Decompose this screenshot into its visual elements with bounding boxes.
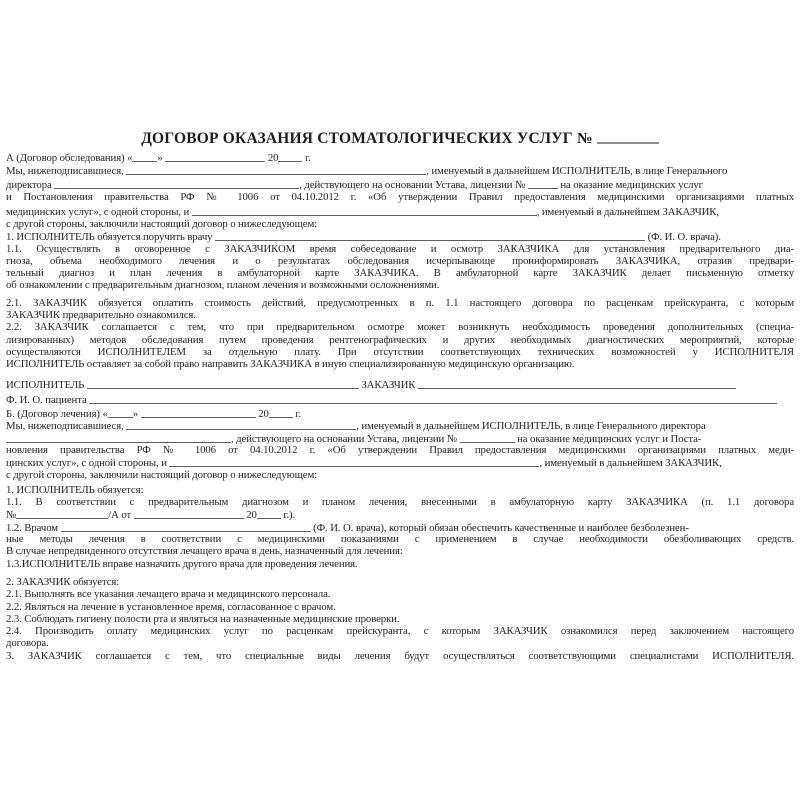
doc-text: ные методы лечения в соответствии с медицинскими показаниями с применением в случае необходимости обезболивающих средств.: [6, 533, 794, 546]
doc-text: 1.2. Врачом: [6, 521, 61, 534]
doc-line-11: [6, 279, 794, 291]
doc-text: 2.4. Производить оплату медицинских услуг по расценкам прейскуранта, с которым ЗАКАЗЧИК ознакомился перед заключением настоящего: [6, 625, 794, 638]
doc-text: , именуемый в дальнейшем ИСПОЛНИТЕЛЬ, в лице Генерального: [426, 165, 728, 178]
doc-text: лизированных) методов обследования путем проведения рентгенографических и других необходимых диагностических мероприятий, которые: [6, 333, 794, 346]
doc-text: 1. ИСПОЛНИТЕЛЬ обязуется:: [6, 483, 144, 496]
doc-text: ЗАКАЗЧИК предварительно ознакомился.: [6, 309, 196, 322]
blank-fill-field: [528, 178, 558, 189]
doc-line-3: [6, 178, 794, 191]
doc-line-16: [6, 346, 794, 358]
doc-text: »: [157, 152, 166, 164]
doc-text: осуществляются ИСПОЛНИТЕЛЕМ за отдельную плату. При отсутствии соответствующих технических возможностей у ИСПОЛНИТЕЛЯ: [6, 345, 794, 358]
doc-line-26: [6, 484, 794, 496]
doc-text: (Ф. И. О. врача), который обязан обеспечить качественные и наиболее безболезнен-: [310, 521, 689, 534]
doc-text: 1.3.ИСПОЛНИТЕЛЬ вправе назначить другого врача для проведения лечения.: [6, 557, 358, 570]
doc-line-22: [6, 432, 794, 444]
blank-fill-field: [126, 419, 356, 430]
blank-fill-field: [169, 456, 539, 467]
doc-text: цинских услуг», с одной стороны, и: [6, 457, 170, 469]
doc-line-28: [6, 508, 794, 520]
doc-text: 20: [265, 152, 279, 164]
doc-text: В случае непредвиденного отсутствия лечащего врача в день, назначенный для лечения:: [6, 545, 403, 558]
blank-fill-field: [192, 205, 537, 216]
doc-line-30: [6, 533, 794, 545]
doc-text: Мы, нижеподписавшиеся,: [6, 165, 127, 178]
doc-text: 2.2. Являться на лечение в установленное время, согласованное с врачом.: [6, 600, 336, 613]
doc-line-14: [6, 321, 794, 333]
doc-text: медицинских услуг», с одной стороны, и: [6, 205, 192, 218]
blank-fill-field: [16, 508, 108, 519]
document-body: [6, 130, 794, 662]
doc-line-23: [6, 444, 794, 456]
doc-line-13: [6, 309, 794, 321]
doc-text: /А от: [108, 509, 134, 521]
doc-line-34: [6, 588, 794, 600]
doc-text: »: [132, 408, 141, 420]
blank-fill-field: [6, 432, 231, 443]
doc-line-32: [6, 558, 794, 570]
blank-fill-field: [141, 407, 256, 418]
document-title: [6, 130, 794, 147]
blank-fill-field: [61, 521, 311, 532]
doc-text: Мы, нижеподписавшиеся,: [6, 420, 127, 432]
doc-text: А (Договор обследования) «: [6, 152, 133, 164]
doc-text: директора: [6, 178, 55, 191]
doc-text: 20: [255, 408, 269, 420]
blank-fill-field: [54, 178, 299, 189]
doc-text: ЗАКАЗЧИК: [358, 378, 418, 390]
doc-text: , действующего на основании Устава, лицензии №: [299, 178, 528, 191]
doc-text: 2.3. Соблюдать гигиену полости рта и являться на назначенные медицинские проверки.: [6, 612, 400, 625]
doc-line-24: [6, 456, 794, 468]
doc-text: с другой стороны, заключили настоящий договор о нижеследующем:: [6, 468, 318, 481]
doc-text: №: [6, 509, 17, 521]
doc-text: гноза, объема необходимого лечения и о результатах обследования исчерпывающе проинформировать ЗАКАЗЧИКА, отразив предвари-: [6, 254, 794, 267]
doc-text: 2.2. ЗАКАЗЧИК соглашается с тем, что при предварительном осмотре может возникнуть необходимость проведения дополнительных (специа-: [6, 321, 794, 334]
doc-text: , именуемый в дальнейшем ЗАКАЗЧИК,: [536, 205, 719, 218]
doc-text: 1.1. Осуществлять в оговоренное с ЗАКАЗЧИКОМ время собеседование и осмотр ЗАКАЗЧИКА для установления предварительного диа-: [6, 242, 794, 255]
blank-fill-field: [126, 164, 426, 175]
doc-text: с другой стороны, заключили настоящий договор о нижеследующем:: [6, 217, 318, 230]
doc-text: на оказание медицинских услуг и Поста-: [514, 432, 702, 444]
blank-fill-field: [269, 407, 293, 418]
doc-line-1: [6, 151, 794, 164]
blank-fill-field: [165, 151, 265, 162]
doc-text: 3. ЗАКАЗЧИК соглашается с тем, что специальные виды лечения будут осуществляться соответствующими специалистами ИСПОЛНИТЕЛЯ.: [6, 649, 794, 662]
title-number-blank: [597, 130, 659, 144]
doc-line-6: [6, 218, 794, 230]
doc-line-38: [6, 637, 794, 649]
doc-line-19: [6, 393, 794, 405]
doc-line-33: [6, 576, 794, 588]
doc-line-12: [6, 297, 794, 309]
doc-line-5: [6, 205, 794, 218]
doc-text: Ф. И. О. пациента: [6, 393, 90, 406]
doc-text: Б. (Договор лечения) «: [6, 408, 108, 420]
doc-line-10: [6, 267, 794, 279]
doc-text: , именуемый в дальнейшем ИСПОЛНИТЕЛЬ, в лице Генерального директора: [356, 420, 706, 432]
doc-text: и Постановления правительства РФ № 1006 от 04.10.2012 г. «Об утверждении Правил предоставления медицинскими организациями платных: [6, 191, 794, 204]
doc-text: г.: [292, 408, 301, 420]
doc-text: , действующего на основании Устава, лицензии №: [231, 432, 460, 444]
doc-line-18: [6, 378, 794, 390]
doc-text: об ознакомлении с предварительным диагнозом, планом лечения и возможными осложнениями.: [6, 279, 440, 292]
blank-fill-field: [257, 508, 281, 519]
doc-text: , именуемый в дальнейшем ЗАКАЗЧИК,: [539, 457, 722, 469]
blank-fill-field: [108, 407, 133, 418]
document-lines: [6, 151, 794, 662]
doc-line-25: [6, 469, 794, 481]
document-title-text: ДОГОВОР ОКАЗАНИЯ СТОМАТОЛОГИЧЕСКИХ УСЛУГ №: [141, 130, 593, 147]
blank-fill-field: [87, 378, 359, 389]
doc-line-39: [6, 650, 794, 662]
doc-line-7: [6, 230, 794, 242]
doc-line-9: [6, 255, 794, 267]
doc-line-27: [6, 496, 794, 508]
blank-fill-field: [89, 393, 777, 404]
doc-text: 1. ИСПОЛНИТЕЛЬ обязуется поручить врачу: [6, 231, 215, 243]
doc-text: 1.1. В соответствии с предварительным диагнозом и планом лечения, внесенными в амбулаторную карту ЗАКАЗЧИКА (п. 1.1 договора: [6, 496, 794, 509]
doc-text: 20: [243, 509, 257, 521]
doc-line-17: [6, 358, 794, 370]
doc-text: 2. ЗАКАЗЧИК обязуется:: [6, 575, 120, 588]
doc-line-2: [6, 164, 794, 177]
doc-line-35: [6, 601, 794, 613]
doc-text: ИСПОЛНИТЕЛЬ оставляет за собой право направить ЗАКАЗЧИКА в иную специализированную медицинскую организацию.: [6, 358, 575, 371]
doc-line-15: [6, 334, 794, 346]
blank-fill-field: [134, 508, 244, 519]
doc-text: ИСПОЛНИТЕЛЬ: [6, 378, 87, 390]
doc-line-8: [6, 243, 794, 255]
doc-line-20: [6, 407, 794, 419]
doc-text: (Ф. И. О. врача).: [645, 231, 721, 243]
doc-line-37: [6, 625, 794, 637]
doc-line-31: [6, 545, 794, 557]
doc-text: новления правительства РФ № 1006 от 04.10.2012 г. «Об утверждении Правил предоставления медицинскими организациями платных меди-: [6, 444, 794, 456]
doc-text: 2.1. ЗАКАЗЧИК обязуется оплатить стоимость действий, предусмотренных в п. 1.1 настоящего договора по расценкам прейскуранта, с которым: [6, 296, 794, 309]
doc-text: 2.1. Выполнять все указания лечащего врача и медицинского персонала.: [6, 588, 331, 601]
doc-text: тельный диагноз и план лечения в амбулаторной карте ЗАКАЗЧИКА. В амбулаторной карте ЗАКАЗЧИК делает письменную отметку: [6, 267, 794, 280]
blank-fill-field: [460, 432, 515, 443]
doc-text: г.).: [280, 509, 296, 521]
doc-line-4: [6, 191, 794, 204]
doc-line-21: [6, 419, 794, 431]
doc-text: договора.: [6, 637, 49, 650]
blank-fill-field: [418, 378, 736, 389]
doc-line-36: [6, 613, 794, 625]
doc-text: г.: [302, 152, 311, 164]
doc-line-29: [6, 521, 794, 533]
blank-fill-field: [215, 230, 645, 241]
blank-fill-field: [132, 151, 157, 162]
doc-text: на оказание медицинских услуг: [557, 178, 703, 191]
blank-fill-field: [278, 151, 302, 162]
